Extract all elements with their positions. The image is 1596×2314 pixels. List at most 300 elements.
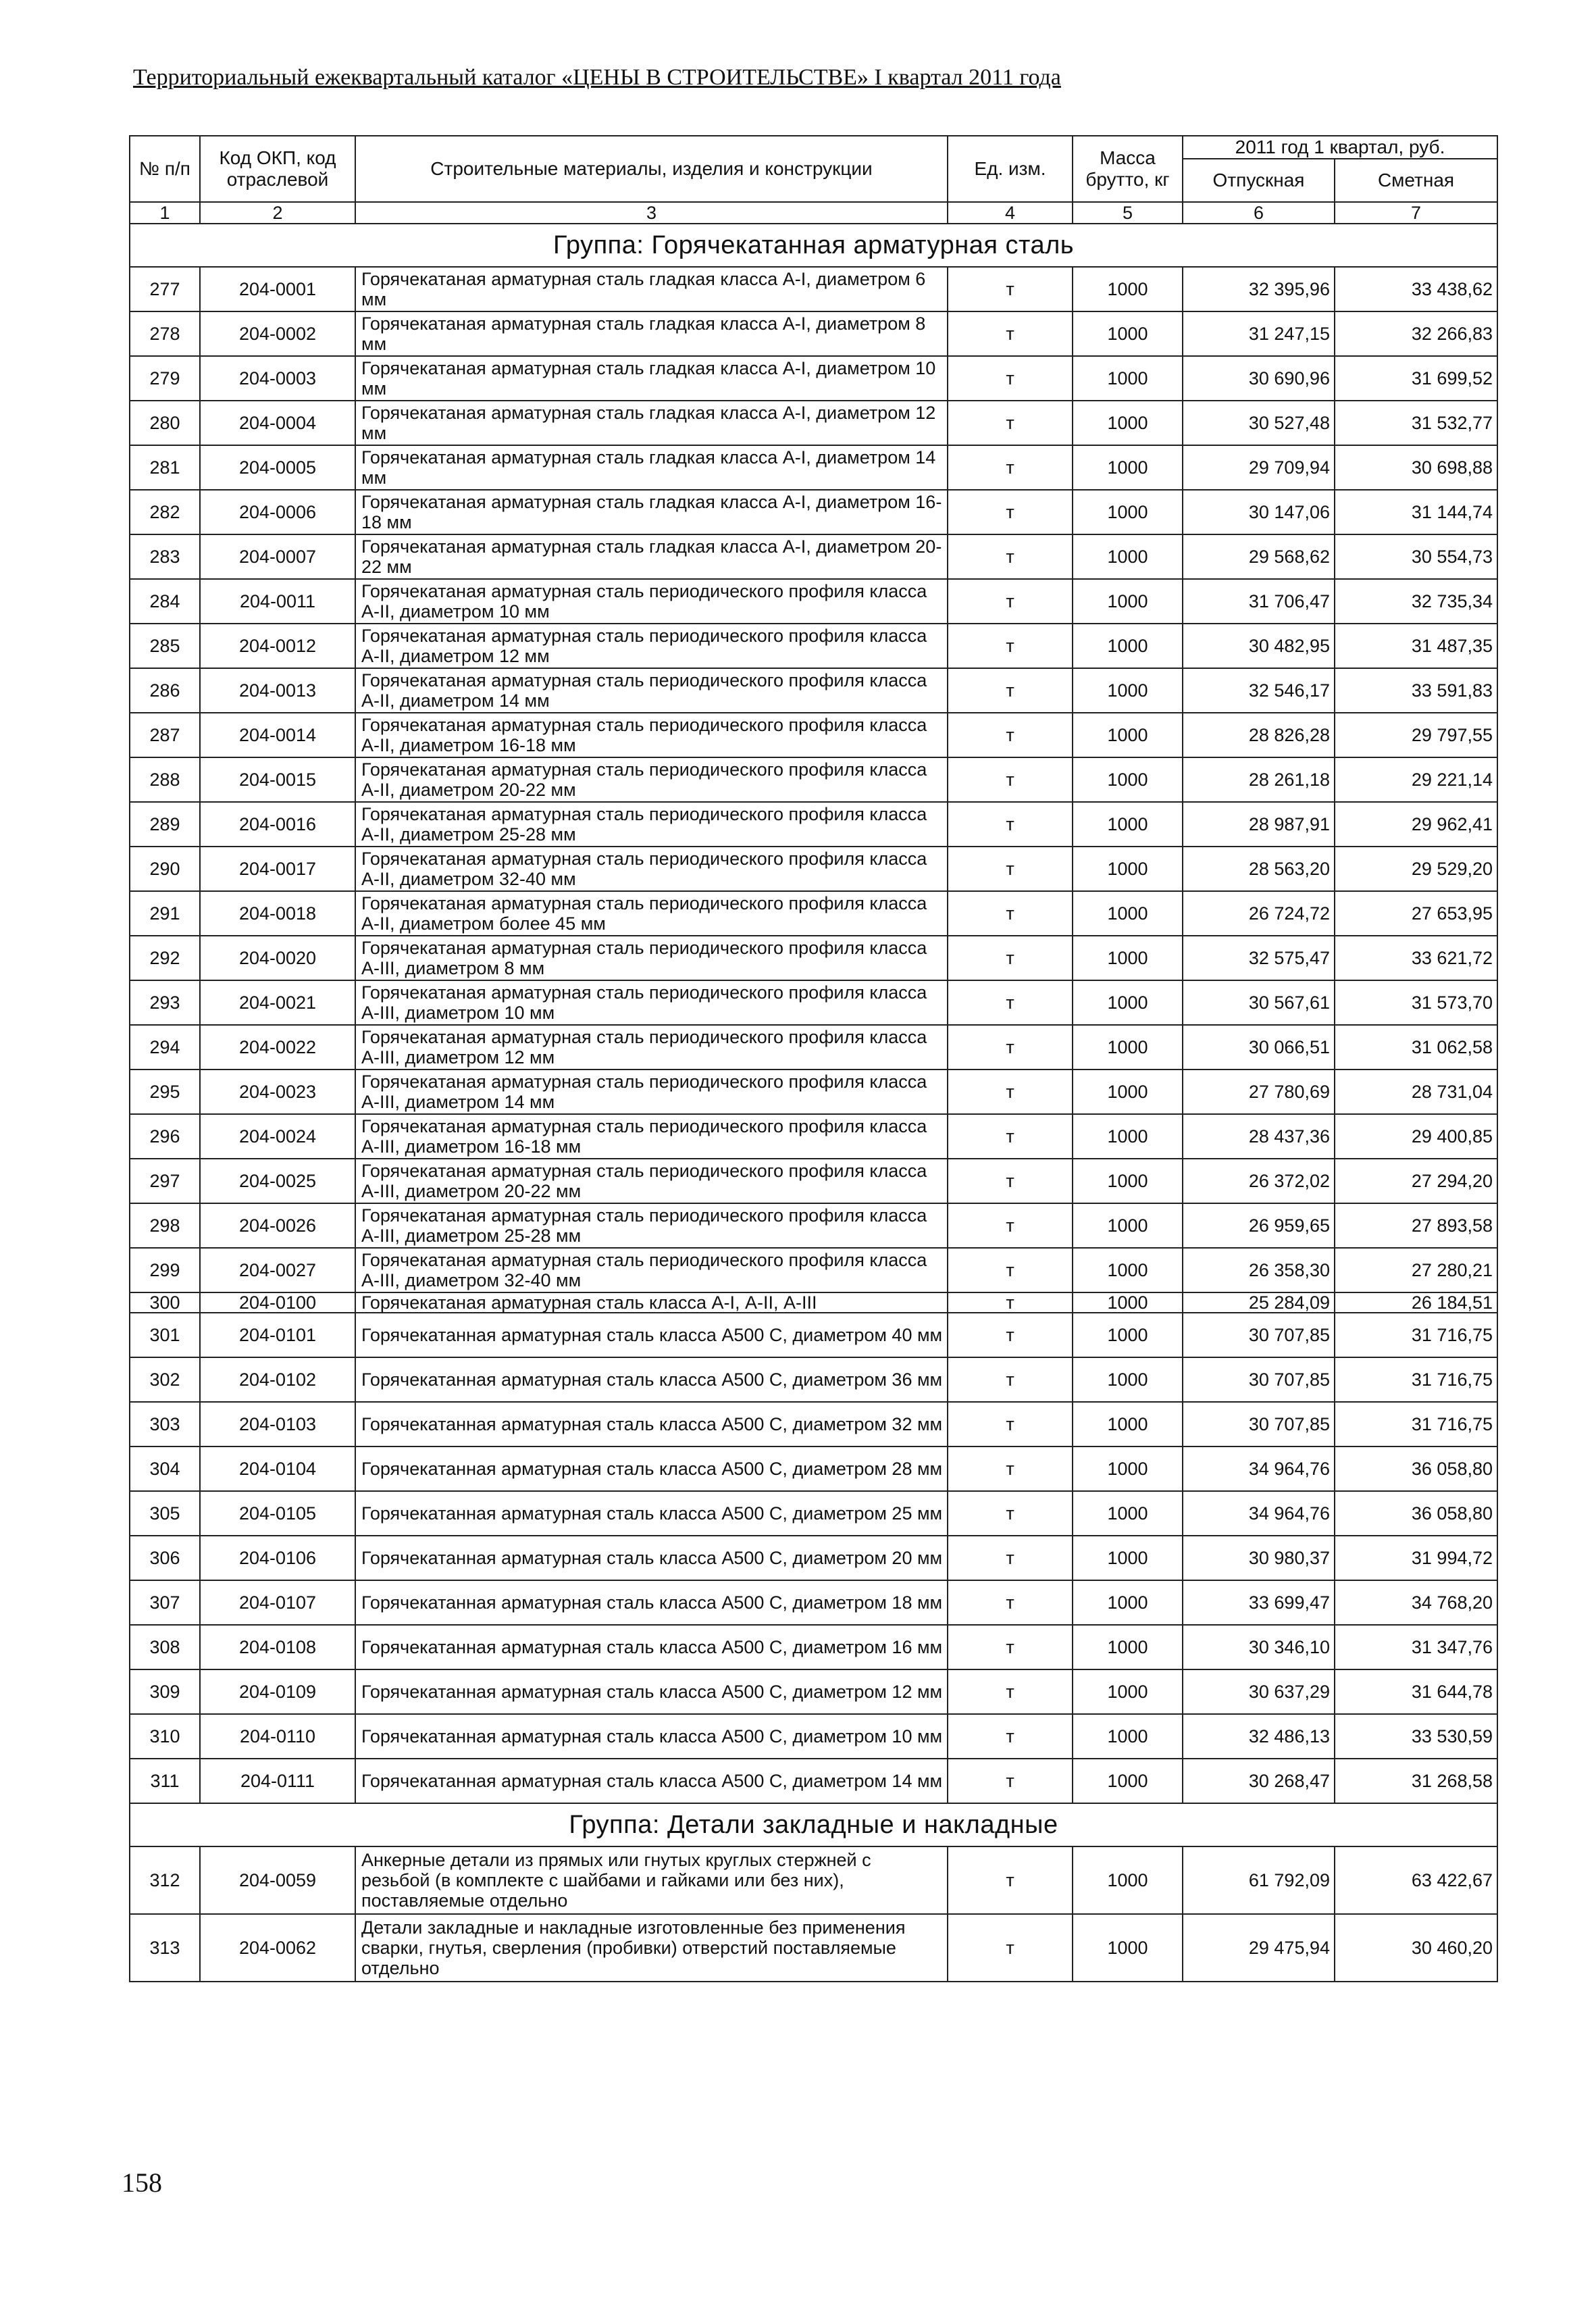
row-code: 204-0023 (200, 1070, 355, 1114)
table-row (130, 1203, 1497, 1248)
row-mass: 1000 (1073, 356, 1183, 401)
row-number: 302 (130, 1357, 200, 1402)
row-release-price: 32 575,47 (1183, 936, 1335, 980)
table-row (130, 1159, 1497, 1203)
row-mass: 1000 (1073, 490, 1183, 534)
row-estimate-price: 34 768,20 (1335, 1580, 1497, 1625)
table-row (130, 1070, 1497, 1114)
row-release-price: 28 261,18 (1183, 757, 1335, 802)
row-number: 286 (130, 668, 200, 713)
row-unit: т (948, 1248, 1073, 1292)
row-release-price: 30 482,95 (1183, 624, 1335, 668)
row-name: Горячекатаная арматурная сталь периодического профиля класса А-III, диаметром 16-18 мм (355, 1114, 948, 1159)
row-code: 204-0012 (200, 624, 355, 668)
table-row (130, 534, 1497, 579)
row-estimate-price: 28 731,04 (1335, 1070, 1497, 1114)
col-release-price-header: Отпускная (1183, 159, 1335, 202)
row-number: 306 (130, 1536, 200, 1580)
column-number: 4 (948, 202, 1073, 224)
row-number: 285 (130, 624, 200, 668)
row-number: 278 (130, 311, 200, 356)
row-release-price: 32 546,17 (1183, 668, 1335, 713)
table-row (130, 936, 1497, 980)
row-estimate-price: 29 221,14 (1335, 757, 1497, 802)
row-name: Горячекатаная арматурная сталь периодического профиля класса А-III, диаметром 10 мм (355, 980, 948, 1025)
row-unit: т (948, 1025, 1073, 1070)
column-number: 6 (1183, 202, 1335, 224)
row-name: Горячекатаная арматурная сталь периодического профиля класса А-III, диаметром 8 мм (355, 936, 948, 980)
row-name: Горячекатаная арматурная сталь гладкая класса А-I, диаметром 10 мм (355, 356, 948, 401)
row-unit: т (948, 579, 1073, 624)
row-mass: 1000 (1073, 311, 1183, 356)
row-number: 287 (130, 713, 200, 757)
row-number: 300 (130, 1292, 200, 1313)
row-unit: т (948, 1669, 1073, 1714)
table-row (130, 1625, 1497, 1669)
row-number: 310 (130, 1714, 200, 1759)
row-unit: т (948, 757, 1073, 802)
page-number: 158 (122, 2167, 162, 2198)
row-mass: 1000 (1073, 624, 1183, 668)
table-row (130, 980, 1497, 1025)
row-estimate-price: 31 532,77 (1335, 401, 1497, 445)
row-mass: 1000 (1073, 267, 1183, 311)
row-release-price: 30 346,10 (1183, 1625, 1335, 1669)
row-mass: 1000 (1073, 1759, 1183, 1803)
row-release-price: 28 563,20 (1183, 847, 1335, 891)
row-estimate-price: 33 591,83 (1335, 668, 1497, 713)
row-code: 204-0001 (200, 267, 355, 311)
row-mass: 1000 (1073, 401, 1183, 445)
row-name: Горячекатанная арматурная сталь класса А500 С, диаметром 10 мм (355, 1714, 948, 1759)
row-name: Горячекатаная арматурная сталь периодического профиля класса А-II, диаметром более 45 мм (355, 891, 948, 936)
row-estimate-price: 31 644,78 (1335, 1669, 1497, 1714)
row-estimate-price: 30 698,88 (1335, 445, 1497, 490)
row-number: 305 (130, 1491, 200, 1536)
row-number: 282 (130, 490, 200, 534)
row-name: Горячекатаная арматурная сталь периодического профиля класса А-II, диаметром 32-40 мм (355, 847, 948, 891)
col-mass-header: Масса брутто, кг (1073, 136, 1183, 202)
table-row (130, 847, 1497, 891)
row-unit: т (948, 311, 1073, 356)
row-number: 291 (130, 891, 200, 936)
table-row (130, 1357, 1497, 1402)
row-code: 204-0021 (200, 980, 355, 1025)
row-mass: 1000 (1073, 579, 1183, 624)
row-code: 204-0014 (200, 713, 355, 757)
row-mass: 1000 (1073, 1714, 1183, 1759)
row-release-price: 30 147,06 (1183, 490, 1335, 534)
row-unit: т (948, 356, 1073, 401)
row-release-price: 30 066,51 (1183, 1025, 1335, 1070)
row-unit: т (948, 980, 1073, 1025)
row-unit: т (948, 1714, 1073, 1759)
row-number: 313 (130, 1914, 200, 1982)
row-estimate-price: 26 184,51 (1335, 1292, 1497, 1313)
row-mass: 1000 (1073, 802, 1183, 847)
table-row (130, 624, 1497, 668)
col-unit-header: Ед. изм. (948, 136, 1073, 202)
row-name: Горячекатанная арматурная сталь класса А500 С, диаметром 32 мм (355, 1402, 948, 1447)
row-mass: 1000 (1073, 1669, 1183, 1714)
row-mass: 1000 (1073, 1447, 1183, 1491)
row-release-price: 26 372,02 (1183, 1159, 1335, 1203)
row-unit: т (948, 1914, 1073, 1982)
column-number: 1 (130, 202, 200, 224)
row-release-price: 29 475,94 (1183, 1914, 1335, 1982)
table-row (130, 713, 1497, 757)
table-row (130, 356, 1497, 401)
column-number-row (130, 202, 1497, 224)
row-release-price: 30 268,47 (1183, 1759, 1335, 1803)
row-mass: 1000 (1073, 445, 1183, 490)
row-number: 283 (130, 534, 200, 579)
row-name: Горячекатаная арматурная сталь гладкая класса А-I, диаметром 12 мм (355, 401, 948, 445)
column-number: 7 (1335, 202, 1497, 224)
table-row (130, 802, 1497, 847)
row-release-price: 27 780,69 (1183, 1070, 1335, 1114)
row-code: 204-0022 (200, 1025, 355, 1070)
row-unit: т (948, 401, 1073, 445)
row-code: 204-0103 (200, 1402, 355, 1447)
row-code: 204-0026 (200, 1203, 355, 1248)
row-number: 289 (130, 802, 200, 847)
row-mass: 1000 (1073, 1914, 1183, 1982)
row-mass: 1000 (1073, 847, 1183, 891)
row-code: 204-0110 (200, 1714, 355, 1759)
row-mass: 1000 (1073, 1625, 1183, 1669)
row-name: Горячекатанная арматурная сталь класса А500 С, диаметром 14 мм (355, 1759, 948, 1803)
row-release-price: 31 706,47 (1183, 579, 1335, 624)
row-release-price: 29 709,94 (1183, 445, 1335, 490)
row-estimate-price: 31 716,75 (1335, 1313, 1497, 1357)
row-estimate-price: 31 573,70 (1335, 980, 1497, 1025)
row-unit: т (948, 1536, 1073, 1580)
row-name: Горячекатаная арматурная сталь класса А-I, А-II, А-III (355, 1292, 948, 1313)
row-estimate-price: 31 144,74 (1335, 490, 1497, 534)
row-code: 204-0109 (200, 1669, 355, 1714)
row-number: 288 (130, 757, 200, 802)
row-number: 280 (130, 401, 200, 445)
row-release-price: 26 358,30 (1183, 1248, 1335, 1292)
row-unit: т (948, 1580, 1073, 1625)
row-estimate-price: 29 529,20 (1335, 847, 1497, 891)
row-mass: 1000 (1073, 713, 1183, 757)
table-row (130, 311, 1497, 356)
table-row (130, 1669, 1497, 1714)
row-number: 294 (130, 1025, 200, 1070)
row-release-price: 30 567,61 (1183, 980, 1335, 1025)
row-estimate-price: 31 062,58 (1335, 1025, 1497, 1070)
row-mass: 1000 (1073, 936, 1183, 980)
col-name-header: Строительные материалы, изделия и конструкции (355, 136, 948, 202)
row-mass: 1000 (1073, 1580, 1183, 1625)
row-number: 277 (130, 267, 200, 311)
row-code: 204-0015 (200, 757, 355, 802)
row-number: 299 (130, 1248, 200, 1292)
row-code: 204-0017 (200, 847, 355, 891)
row-code: 204-0005 (200, 445, 355, 490)
row-mass: 1000 (1073, 1159, 1183, 1203)
row-mass: 1000 (1073, 1114, 1183, 1159)
row-code: 204-0100 (200, 1292, 355, 1313)
row-unit: т (948, 713, 1073, 757)
row-estimate-price: 31 716,75 (1335, 1357, 1497, 1402)
row-release-price: 26 724,72 (1183, 891, 1335, 936)
row-mass: 1000 (1073, 668, 1183, 713)
row-estimate-price: 33 438,62 (1335, 267, 1497, 311)
row-release-price: 29 568,62 (1183, 534, 1335, 579)
table-row (130, 1248, 1497, 1292)
group-row (130, 224, 1497, 267)
row-release-price: 30 707,85 (1183, 1313, 1335, 1357)
row-number: 304 (130, 1447, 200, 1491)
row-unit: т (948, 267, 1073, 311)
table-row (130, 1714, 1497, 1759)
row-number: 309 (130, 1669, 200, 1714)
row-unit: т (948, 1070, 1073, 1114)
row-mass: 1000 (1073, 1203, 1183, 1248)
row-estimate-price: 32 735,34 (1335, 579, 1497, 624)
row-estimate-price: 30 554,73 (1335, 534, 1497, 579)
row-release-price: 28 437,36 (1183, 1114, 1335, 1159)
row-unit: т (948, 1447, 1073, 1491)
table-row (130, 757, 1497, 802)
row-code: 204-0107 (200, 1580, 355, 1625)
row-unit: т (948, 1759, 1073, 1803)
table-row (130, 1846, 1497, 1914)
table-row (130, 1759, 1497, 1803)
row-number: 293 (130, 980, 200, 1025)
row-mass: 1000 (1073, 891, 1183, 936)
row-name: Горячекатанная арматурная сталь класса А500 С, диаметром 20 мм (355, 1536, 948, 1580)
row-code: 204-0006 (200, 490, 355, 534)
row-unit: т (948, 1846, 1073, 1914)
row-unit: т (948, 802, 1073, 847)
row-code: 204-0002 (200, 311, 355, 356)
row-code: 204-0106 (200, 1536, 355, 1580)
row-name: Горячекатаная арматурная сталь периодического профиля класса А-II, диаметром 16-18 мм (355, 713, 948, 757)
row-number: 292 (130, 936, 200, 980)
table-row (130, 445, 1497, 490)
row-estimate-price: 29 400,85 (1335, 1114, 1497, 1159)
row-code: 204-0020 (200, 936, 355, 980)
row-release-price: 34 964,76 (1183, 1491, 1335, 1536)
row-estimate-price: 29 797,55 (1335, 713, 1497, 757)
row-estimate-price: 27 653,95 (1335, 891, 1497, 936)
table-row (130, 1313, 1497, 1357)
row-number: 311 (130, 1759, 200, 1803)
row-mass: 1000 (1073, 1491, 1183, 1536)
table-row (130, 579, 1497, 624)
row-number: 279 (130, 356, 200, 401)
table-row (130, 490, 1497, 534)
row-mass: 1000 (1073, 1846, 1183, 1914)
col-num-header: № п/п (130, 136, 200, 202)
row-name: Горячекатаная арматурная сталь гладкая класса А-I, диаметром 20-22 мм (355, 534, 948, 579)
table-row (130, 1447, 1497, 1491)
table-row (130, 1292, 1497, 1313)
row-release-price: 34 964,76 (1183, 1447, 1335, 1491)
row-release-price: 32 395,96 (1183, 267, 1335, 311)
row-estimate-price: 33 530,59 (1335, 1714, 1497, 1759)
row-name: Горячекатаная арматурная сталь периодического профиля класса А-II, диаметром 10 мм (355, 579, 948, 624)
row-unit: т (948, 847, 1073, 891)
row-mass: 1000 (1073, 1248, 1183, 1292)
row-estimate-price: 31 487,35 (1335, 624, 1497, 668)
row-number: 303 (130, 1402, 200, 1447)
row-unit: т (948, 1114, 1073, 1159)
group-title: Группа: Детали закладные и накладные (130, 1803, 1497, 1846)
row-code: 204-0027 (200, 1248, 355, 1292)
row-unit: т (948, 1292, 1073, 1313)
row-name: Горячекатаная арматурная сталь периодического профиля класса А-II, диаметром 14 мм (355, 668, 948, 713)
row-code: 204-0024 (200, 1114, 355, 1159)
row-mass: 1000 (1073, 534, 1183, 579)
row-mass: 1000 (1073, 1536, 1183, 1580)
row-number: 290 (130, 847, 200, 891)
row-name: Горячекатанная арматурная сталь класса А500 С, диаметром 40 мм (355, 1313, 948, 1357)
column-number: 2 (200, 202, 355, 224)
row-number: 307 (130, 1580, 200, 1625)
row-number: 295 (130, 1070, 200, 1114)
row-name: Горячекатаная арматурная сталь периодического профиля класса А-II, диаметром 20-22 мм (355, 757, 948, 802)
row-number: 297 (130, 1159, 200, 1203)
row-estimate-price: 33 621,72 (1335, 936, 1497, 980)
row-name: Горячекатанная арматурная сталь класса А500 С, диаметром 28 мм (355, 1447, 948, 1491)
row-mass: 1000 (1073, 980, 1183, 1025)
table-row (130, 1580, 1497, 1625)
row-unit: т (948, 668, 1073, 713)
row-unit: т (948, 490, 1073, 534)
row-code: 204-0025 (200, 1159, 355, 1203)
row-release-price: 30 527,48 (1183, 401, 1335, 445)
row-release-price: 33 699,47 (1183, 1580, 1335, 1625)
row-code: 204-0003 (200, 356, 355, 401)
row-name: Горячекатанная арматурная сталь класса А500 С, диаметром 12 мм (355, 1669, 948, 1714)
row-estimate-price: 31 699,52 (1335, 356, 1497, 401)
row-code: 204-0111 (200, 1759, 355, 1803)
row-name: Горячекатанная арматурная сталь класса А500 С, диаметром 16 мм (355, 1625, 948, 1669)
row-mass: 1000 (1073, 1313, 1183, 1357)
row-number: 312 (130, 1846, 200, 1914)
row-name: Горячекатаная арматурная сталь гладкая класса А-I, диаметром 14 мм (355, 445, 948, 490)
table-row (130, 1025, 1497, 1070)
row-code: 204-0104 (200, 1447, 355, 1491)
table-row (130, 401, 1497, 445)
row-name: Горячекатанная арматурная сталь класса А500 С, диаметром 18 мм (355, 1580, 948, 1625)
row-code: 204-0108 (200, 1625, 355, 1669)
row-number: 308 (130, 1625, 200, 1669)
price-table (129, 135, 1498, 1982)
row-estimate-price: 32 266,83 (1335, 311, 1497, 356)
row-release-price: 25 284,09 (1183, 1292, 1335, 1313)
row-number: 298 (130, 1203, 200, 1248)
row-estimate-price: 27 893,58 (1335, 1203, 1497, 1248)
row-unit: т (948, 936, 1073, 980)
row-name: Горячекатаная арматурная сталь периодического профиля класса А-III, диаметром 14 мм (355, 1070, 948, 1114)
row-name: Горячекатаная арматурная сталь гладкая класса А-I, диаметром 16-18 мм (355, 490, 948, 534)
row-mass: 1000 (1073, 1070, 1183, 1114)
row-name: Горячекатанная арматурная сталь класса А500 С, диаметром 25 мм (355, 1491, 948, 1536)
row-release-price: 30 637,29 (1183, 1669, 1335, 1714)
row-estimate-price: 63 422,67 (1335, 1846, 1497, 1914)
row-release-price: 30 980,37 (1183, 1536, 1335, 1580)
row-estimate-price: 27 280,21 (1335, 1248, 1497, 1292)
group-row (130, 1803, 1497, 1846)
column-number: 5 (1073, 202, 1183, 224)
row-code: 204-0102 (200, 1357, 355, 1402)
row-unit: т (948, 445, 1073, 490)
row-name: Горячекатаная арматурная сталь периодического профиля класса А-III, диаметром 20-22 мм (355, 1159, 948, 1203)
row-code: 204-0007 (200, 534, 355, 579)
row-number: 296 (130, 1114, 200, 1159)
row-number: 281 (130, 445, 200, 490)
table-row (130, 1402, 1497, 1447)
row-code: 204-0059 (200, 1846, 355, 1914)
row-estimate-price: 36 058,80 (1335, 1447, 1497, 1491)
row-code: 204-0062 (200, 1914, 355, 1982)
row-mass: 1000 (1073, 1357, 1183, 1402)
table-row (130, 1114, 1497, 1159)
row-name: Горячекатаная арматурная сталь периодического профиля класса А-III, диаметром 25-28 мм (355, 1203, 948, 1248)
row-estimate-price: 27 294,20 (1335, 1159, 1497, 1203)
row-code: 204-0016 (200, 802, 355, 847)
row-code: 204-0018 (200, 891, 355, 936)
row-estimate-price: 36 058,80 (1335, 1491, 1497, 1536)
row-name: Горячекатаная арматурная сталь периодического профиля класса А-III, диаметром 32-40 мм (355, 1248, 948, 1292)
row-code: 204-0105 (200, 1491, 355, 1536)
catalog-header: Территориальный ежеквартальный каталог «ЦЕНЫ В СТРОИТЕЛЬСТВЕ» I квартал 2011 года (133, 65, 1061, 90)
row-code: 204-0004 (200, 401, 355, 445)
row-release-price: 31 247,15 (1183, 311, 1335, 356)
row-name: Горячекатаная арматурная сталь периодического профиля класса А-II, диаметром 12 мм (355, 624, 948, 668)
row-unit: т (948, 1357, 1073, 1402)
row-name: Анкерные детали из прямых или гнутых круглых стержней с резьбой (в комплекте с шайбами и гайками или без них), поставляемые отдельно (355, 1846, 948, 1914)
row-unit: т (948, 534, 1073, 579)
row-unit: т (948, 891, 1073, 936)
row-unit: т (948, 1313, 1073, 1357)
row-name: Горячекатаная арматурная сталь периодического профиля класса А-II, диаметром 25-28 мм (355, 802, 948, 847)
row-release-price: 30 690,96 (1183, 356, 1335, 401)
table-row (130, 1536, 1497, 1580)
row-mass: 1000 (1073, 1292, 1183, 1313)
column-number: 3 (355, 202, 948, 224)
row-unit: т (948, 1203, 1073, 1248)
row-code: 204-0101 (200, 1313, 355, 1357)
row-release-price: 30 707,85 (1183, 1357, 1335, 1402)
group-title: Группа: Горячекатанная арматурная сталь (130, 224, 1497, 267)
row-name: Горячекатаная арматурная сталь гладкая класса А-I, диаметром 8 мм (355, 311, 948, 356)
table-row (130, 267, 1497, 311)
col-estimate-price-header: Сметная (1335, 159, 1497, 202)
row-estimate-price: 31 347,76 (1335, 1625, 1497, 1669)
row-name: Горячекатаная арматурная сталь гладкая класса А-I, диаметром 6 мм (355, 267, 948, 311)
row-estimate-price: 31 716,75 (1335, 1402, 1497, 1447)
row-unit: т (948, 624, 1073, 668)
row-name: Горячекатанная арматурная сталь класса А500 С, диаметром 36 мм (355, 1357, 948, 1402)
row-name: Детали закладные и накладные изготовленные без применения сварки, гнутья, сверления (пробивки) отверстий поставляемые отдельно (355, 1914, 948, 1982)
row-number: 301 (130, 1313, 200, 1357)
row-mass: 1000 (1073, 1402, 1183, 1447)
row-number: 284 (130, 579, 200, 624)
table-row (130, 1491, 1497, 1536)
table-row (130, 668, 1497, 713)
row-release-price: 26 959,65 (1183, 1203, 1335, 1248)
col-code-header: Код ОКП, код отраслевой (200, 136, 355, 202)
row-unit: т (948, 1159, 1073, 1203)
row-unit: т (948, 1491, 1073, 1536)
